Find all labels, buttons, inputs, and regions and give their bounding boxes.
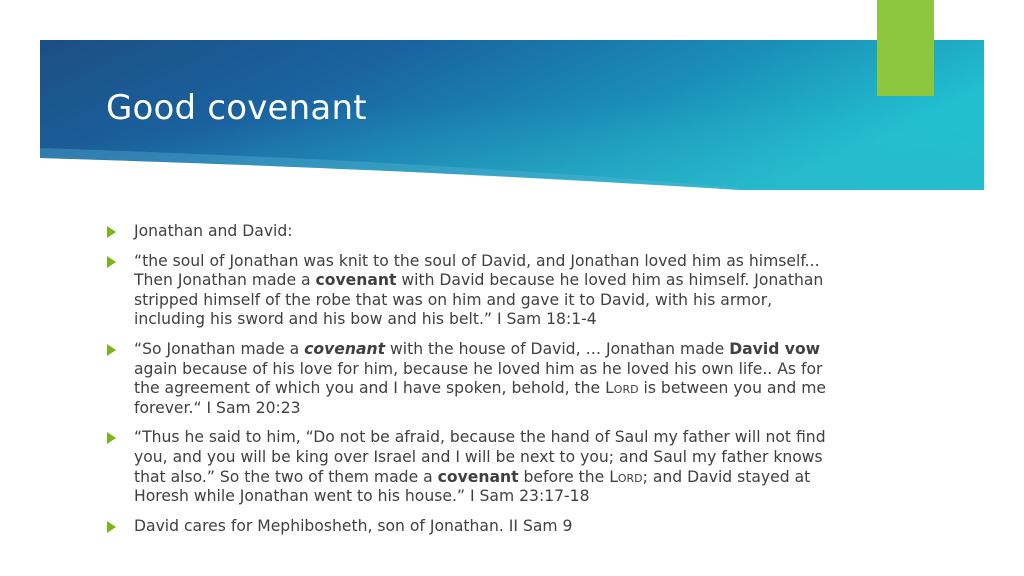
bullet-text-segment: David cares for Mephibosheth, son of Jonathan. II Sam 9 [134, 516, 573, 535]
bullet-text-segment: “So Jonathan made a [134, 339, 305, 358]
bullet-text-segment: with David because he loved him as himself. Jonathan stripped himself of the robe that was on him and gave it to David, with his armor, including his sword and his bow and his belt.” I Sam 18:1-4 [134, 271, 824, 329]
bullet-text-segment: Lord [609, 467, 643, 486]
bullet-text-segment: David vow [729, 339, 821, 358]
bullet-text-segment: covenant [304, 339, 386, 358]
bullet-text-segment: Jonathan and David: [134, 222, 293, 240]
bullet-text-segment: “the soul of Jonathan was knit to the soul of David, and Jonathan loved him as himself... Then Jonathan made a [134, 251, 820, 290]
bullet-text-segment: ; and David stayed at Horesh while Jonathan went to his house.” I Sam 23:17-18 [134, 467, 811, 506]
accent-tab [877, 0, 934, 96]
bullet-item [104, 222, 844, 242]
bullet-text-segment: before the [518, 467, 610, 486]
triangle-right-icon [107, 226, 116, 238]
bullet-item [104, 428, 844, 506]
bullet-text [134, 252, 823, 329]
bullet-item [104, 252, 844, 330]
bullet-item [104, 517, 844, 537]
bullet-text [134, 428, 826, 505]
bullet-text-segment: again because of his love for him, because he loved him as he loved his own life.. As for the agreement of which you and I have spoken, behold, the [134, 359, 823, 398]
triangle-right-icon [107, 521, 116, 533]
bullet-text-segment: with the house of David, … Jonathan made [385, 339, 730, 358]
bullet-text [134, 222, 293, 240]
bullet-text [134, 517, 572, 535]
triangle-right-icon [107, 344, 116, 356]
triangle-right-icon [107, 432, 116, 444]
bullet-text-segment: is between you and me forever.“ I Sam 20:23 [134, 379, 827, 417]
bullet-list [104, 222, 844, 546]
bullet-text-segment: “Thus he said to him, “Do not be afraid, because the hand of Saul my father will not find you, and you will be king over Israel and I will be next to you; and Saul my father knows that also.” So the two of them made a [134, 428, 826, 486]
bullet-text [134, 340, 826, 417]
bullet-text-segment: covenant [315, 271, 397, 290]
bullet-text-segment: covenant [437, 467, 519, 486]
bullet-text-segment: Lord [605, 379, 639, 398]
triangle-right-icon [107, 256, 116, 268]
bullet-item [104, 340, 844, 418]
slide-title: Good covenant [106, 88, 367, 128]
